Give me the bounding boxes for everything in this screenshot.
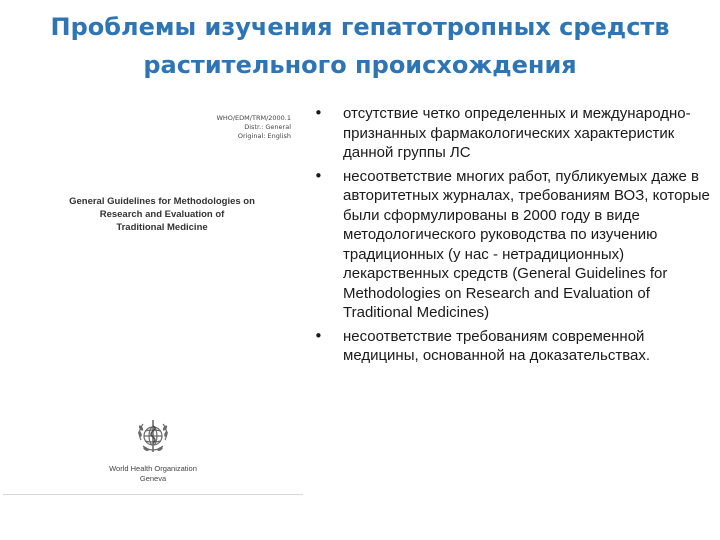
list-item [314,104,714,163]
bullet-list [314,104,714,370]
document-title-line-1: General Guidelines for Methodologies on [69,196,255,207]
who-emblem-icon [131,414,175,458]
list-item [314,167,714,323]
organization-name [3,464,303,484]
slide-title-line-2: растительного происхождения [143,51,577,79]
slide-title [0,8,720,84]
organization-city-line: Geneva [139,474,167,483]
document-code [216,114,291,141]
bullet-text: несоответствие требованиям современной медицины, основанной на доказательствах. [343,327,651,364]
slide-title-line-1: Проблемы изучения гепатотропных средств [50,13,670,41]
document-title-line-2: Research and Evaluation of [99,209,225,220]
bullet-text: несоответствие многих работ, публикуемых даже в авторитетных журналах, требованиям ВОЗ, которые были сформулированы в 2000 году в виде методологического руководства по изучению традиционных (у нас - нетрадиционных) лекарственных средств (General Guidelines for Methodologies on Research and Evaluation of Traditional Medicines) [343,167,710,321]
bullet-marker: • [314,326,323,345]
document-language-line: Original: English [237,132,291,140]
list-item [314,327,714,366]
organization-name-line: World Health Organization [109,464,197,473]
document-title-line-3: Traditional Medicine [116,222,208,233]
document-cover-image [3,102,303,495]
bullet-marker: • [314,166,323,185]
bullet-text: отсутствие четко определенных и международно-признанных фармакологических характеристик данной группы ЛС [343,105,691,161]
bullet-marker: • [314,104,323,122]
document-distribution-line: Distr.: General [244,123,291,131]
document-title [57,195,267,234]
document-code-line: WHO/EDM/TRM/2000.1 [216,114,291,122]
